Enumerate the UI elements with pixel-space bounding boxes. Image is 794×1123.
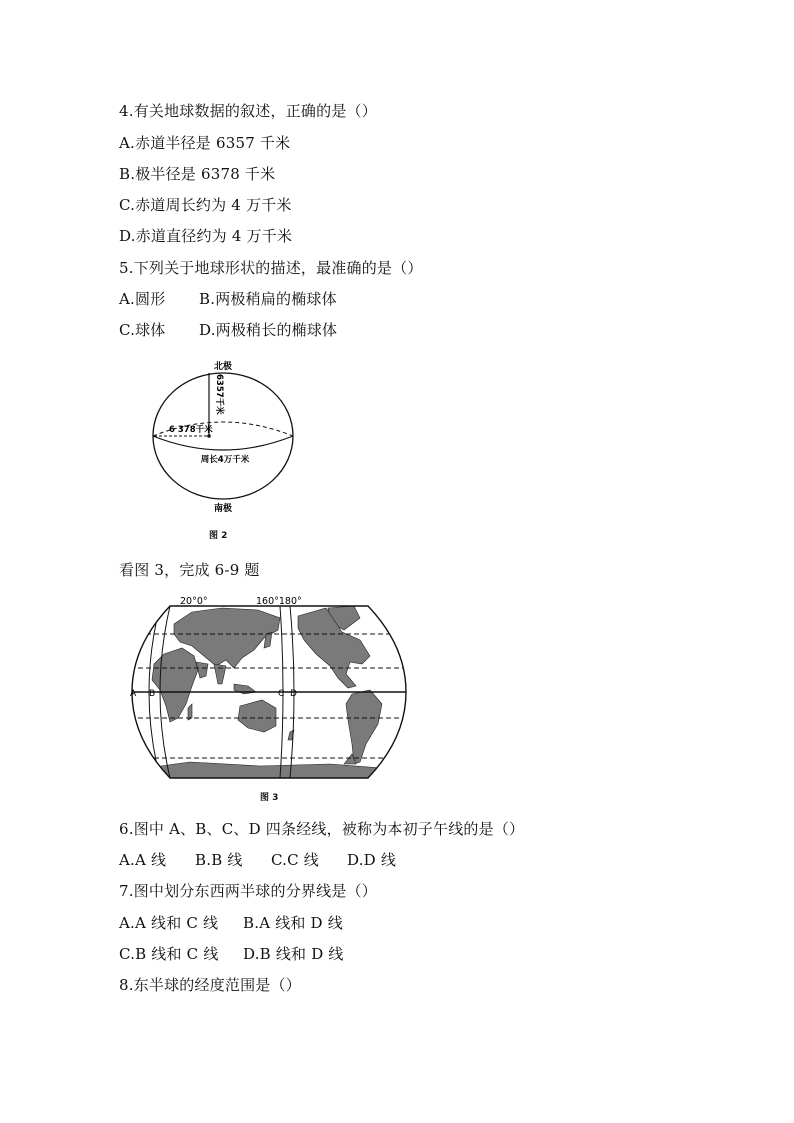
q8-stem: 8.东半球的经度范围是（） bbox=[119, 976, 301, 994]
figure-3-world-map bbox=[130, 594, 408, 784]
q5-option-a: A.圆形 bbox=[119, 290, 166, 308]
q5-option-c: C.球体 bbox=[119, 321, 166, 339]
q6-option-a: A.A 线 bbox=[119, 851, 167, 869]
line-label-a: A bbox=[130, 689, 137, 699]
q4-option-c: C.赤道周长约为 4 万千米 bbox=[119, 196, 292, 214]
q5-stem: 5.下列关于地球形状的描述，最准确的是（） bbox=[119, 259, 423, 277]
equator-radius-label: 6 378千米 bbox=[169, 425, 213, 435]
map-label-160-180: 160°180° bbox=[256, 596, 302, 607]
q4-stem: 4.有关地球数据的叙述，正确的是（） bbox=[119, 102, 377, 120]
line-label-b: B bbox=[149, 689, 156, 699]
equator-front bbox=[153, 436, 293, 450]
q6-option-b: B.B 线 bbox=[195, 851, 243, 869]
q7-option-d: D.B 线和 D 线 bbox=[243, 945, 344, 963]
line-label-d: D bbox=[290, 689, 297, 699]
q4-option-d: D.赤道直径约为 4 万千米 bbox=[119, 227, 293, 245]
q4-option-a: A.赤道半径是 6357 千米 bbox=[119, 134, 291, 152]
q5-option-d: D.两极稍长的椭球体 bbox=[199, 321, 338, 339]
polar-radius-label: 6357千米 bbox=[214, 374, 224, 415]
figure-3-caption: 图 3 bbox=[260, 793, 279, 803]
q5-option-b: B.两极稍扁的椭球体 bbox=[199, 290, 337, 308]
q7-option-a: A.A 线和 C 线 bbox=[119, 914, 219, 932]
south-pole-label: 南极 bbox=[213, 504, 233, 514]
q7-stem: 7.图中划分东西两半球的分界线是（） bbox=[119, 882, 377, 900]
circumference-label: 周长4万千米 bbox=[200, 455, 250, 465]
q4-option-b: B.极半径是 6378 千米 bbox=[119, 165, 276, 183]
q7-option-b: B.A 线和 D 线 bbox=[243, 914, 343, 932]
land-masses bbox=[132, 606, 406, 784]
q6-stem: 6.图中 A、B、C、D 四条经线，被称为本初子午线的是（） bbox=[119, 820, 525, 838]
figure-2-caption: 图 2 bbox=[209, 531, 228, 541]
map-label-20-0: 20°0° bbox=[180, 596, 208, 607]
figure-2-earth-shape bbox=[145, 352, 305, 522]
q7-option-c: C.B 线和 C 线 bbox=[119, 945, 219, 963]
figure-3-intro: 看图 3，完成 6-9 题 bbox=[119, 561, 260, 579]
line-label-c: C bbox=[278, 689, 285, 699]
q6-option-d: D.D 线 bbox=[347, 851, 397, 869]
q6-option-c: C.C 线 bbox=[271, 851, 319, 869]
north-pole-label: 北极 bbox=[213, 362, 233, 372]
